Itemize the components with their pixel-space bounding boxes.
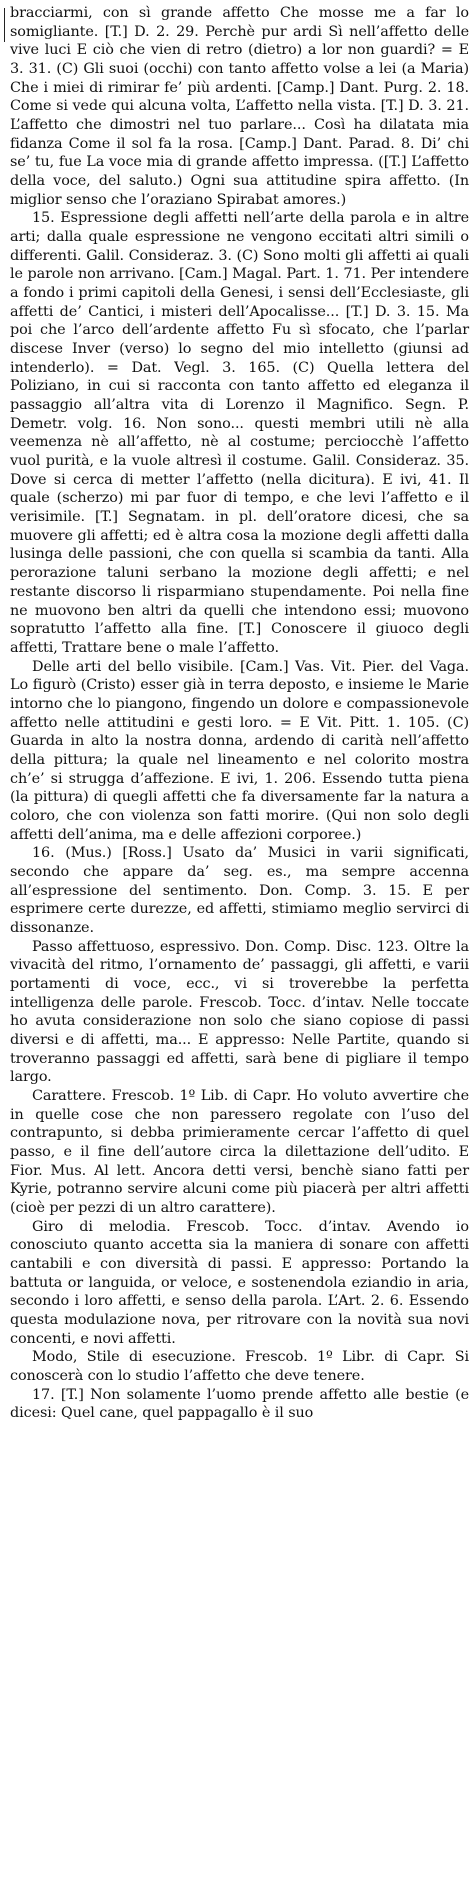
paragraph-sense-16-musica: 16. (Mus.) [Ross.] Usato da’ Musici in varii significati, secondo che appare da’ seg. es., ma sempre accenna all’espressione del sentimento. Don. Comp. 3. 15. E per esprimere certe durezze, ed affetti, stimiamo meglio servirci di dissonanze.	[10, 845, 469, 936]
paragraph-arti-bello-visibile: Delle arti del bello visibile. [Cam.] Vas. Vit. Pier. del Vaga. Lo figurò (Cristo) esser già in terra deposto, e insieme le Marie intorno che lo piangono, fingendo un dolore e compassionevole affetto nelle attitudini e gesti loro. = E Vit. Pitt. 1. 105. (C) Guarda in alto la nostra donna, ardendo di carità nell’affetto della pittura; la quale nel lineamento e nel colorito mostra ch’e’ si strugga d’affezione. E ivi, 1. 206. Essendo tutta piena (la pittura) di quegli affetti che fa diversamente far la natura a coloro, che con violenza son fatti morire. (Qui non solo degli affetti dell’anima, ma e delle affezioni corporee.)	[10, 658, 469, 843]
paragraph-affetto-continuation: bracciarmi, con sì grande affetto Che mosse me a far lo somigliante. [T.] D. 2. 29. Perchè pur ardi Sì nell’affetto delle vive luci E ciò che vien di retro (dietro) a lor non guardi? = E 3. 31. (C) Gli suoi (occhi) con tanto affetto volse a lei (a Maria) Che i miei di rimirar fe’ più ardenti. [Camp.] Dant. Purg. 2. 18. Come si vede qui alcuna volta, L’affetto nella vista. [T.] D. 3. 21. L’affetto che dimostri nel tuo parlare... Così ha dilatata mia fidanza Come il sol fa la rosa. [Camp.] Dant. Parad. 8. Di’ chi se’ tu, fue La voce mia di grande affetto impressa. ([T.] L’affetto della voce, del saluto.) Ogni sua attitudine spira affetto. (In miglior senso che l’oraziano Spirabat amores.)	[10, 5, 469, 208]
margin-rule	[4, 8, 5, 42]
paragraph-passo-affettuoso: Passo affettuoso, espressivo. Don. Comp. Disc. 123. Oltre la vivacità del ritmo, l’ornamento de’ passaggi, gli affetti, e varii portamenti di voce, ecc., vi si troverebbe la perfetta intelligenza delle parole. Frescob. Tocc. d’intav. Nelle toccate ho avuta considerazione non solo che siano copiose di passi diversi e di affetti, ma... E appresso: Nelle Partite, quando si troveranno passaggi ed affetti, sarà bene di pigliare il tempo largo.	[10, 938, 469, 1086]
paragraph-sense-17: 17. [T.] Non solamente l’uomo prende affetto alle bestie (e dicesi: Quel cane, quel pappagallo è il suo	[10, 1386, 469, 1422]
paragraph-giro-di-melodia: Giro di melodia. Frescob. Tocc. d’intav. Avendo io conosciuto quanto accetta sia la maniera di sonare con affetti cantabili e con diversità di passi. E appresso: Portando la battuta or languida, or veloce, e sostenendola eziandio in aria, secondo i loro affetti, e senso della parola. L’Art. 2. 6. Essendo questa modulazione nova, per ritrovare con la novità sua novi concenti, e novi affetti.	[10, 1218, 469, 1347]
paragraph-sense-15: 15. Espressione degli affetti nell’arte della parola e in altre arti; dalla quale espressione ne vengono eccitati altri simili o differenti. Galil. Consideraz. 3. (C) Sono molti gli affetti ai quali le parole non arrivano. [Cam.] Magal. Part. 1. 71. Per intendere a fondo i primi capitoli della Genesi, i sensi dell’Ecclesiaste, gli affetti de’ Cantici, i misteri dell’Apocalisse... [T.] D. 3. 15. Ma poi che l’arco dell’ardente affetto Fu sì sfocato, che l’parlar discese Inver (verso) lo segno del mio intelletto (giunsi ad intenderlo). = Dat. Vegl. 3. 165. (C) Quella lettera del Poliziano, in cui si racconta con tanto affetto ed eleganza il passaggio all’altra vita di Lorenzo il Magnifico. Segn. P. Demetr. volg. 16. Non sono... questi membri utili nè alla veemenza nè all’affetto, nè al costume; perciocchè l’affetto vuol purità, e la vuole altresì il costume. Galil. Consideraz. 35. Dove si cerca di metter l’affetto (nella dicitura). E ivi, 41. Il quale (scherzo) mi par fuor di tempo, e che levi l’affetto e il verisimile. [T.] Segnatam. in pl. dell’oratore dicesi, che sa muovere gli affetti; ed è altra cosa la mozione degli affetti dalla lusinga delle passioni, che con quella si scambia da tanti. Alla perorazione taluni serbano la mozione degli affetti; e nel restante discorso li risparmiano stupendamente. Poi nella fine ne muovono ben altri da quelli che intendono essi; muovono sopratutto l’affetto alla fine. [T.] Conoscere il giuoco degli affetti, Trattare bene o male l’affetto.	[10, 210, 469, 656]
paragraph-modo-stile: Modo, Stile di esecuzione. Frescob. 1º Libr. di Capr. Si conoscerà con lo studio l’affetto che deve tenere.	[10, 1349, 469, 1385]
paragraph-carattere: Carattere. Frescob. 1º Lib. di Capr. Ho voluto avvertire che in quelle cose che non paressero regolate con l’uso del contrapunto, si debba primieramente cercar l’affetto di quel passo, e il fine dell’autore circa la dilettazione dell’udito. E Fior. Mus. Al lett. Ancora detti versi, benchè siano fatti per Kyrie, potranno servire alcuni come più piacerà per altri affetti (cioè per pezzi di un altro carattere).	[10, 1087, 469, 1216]
